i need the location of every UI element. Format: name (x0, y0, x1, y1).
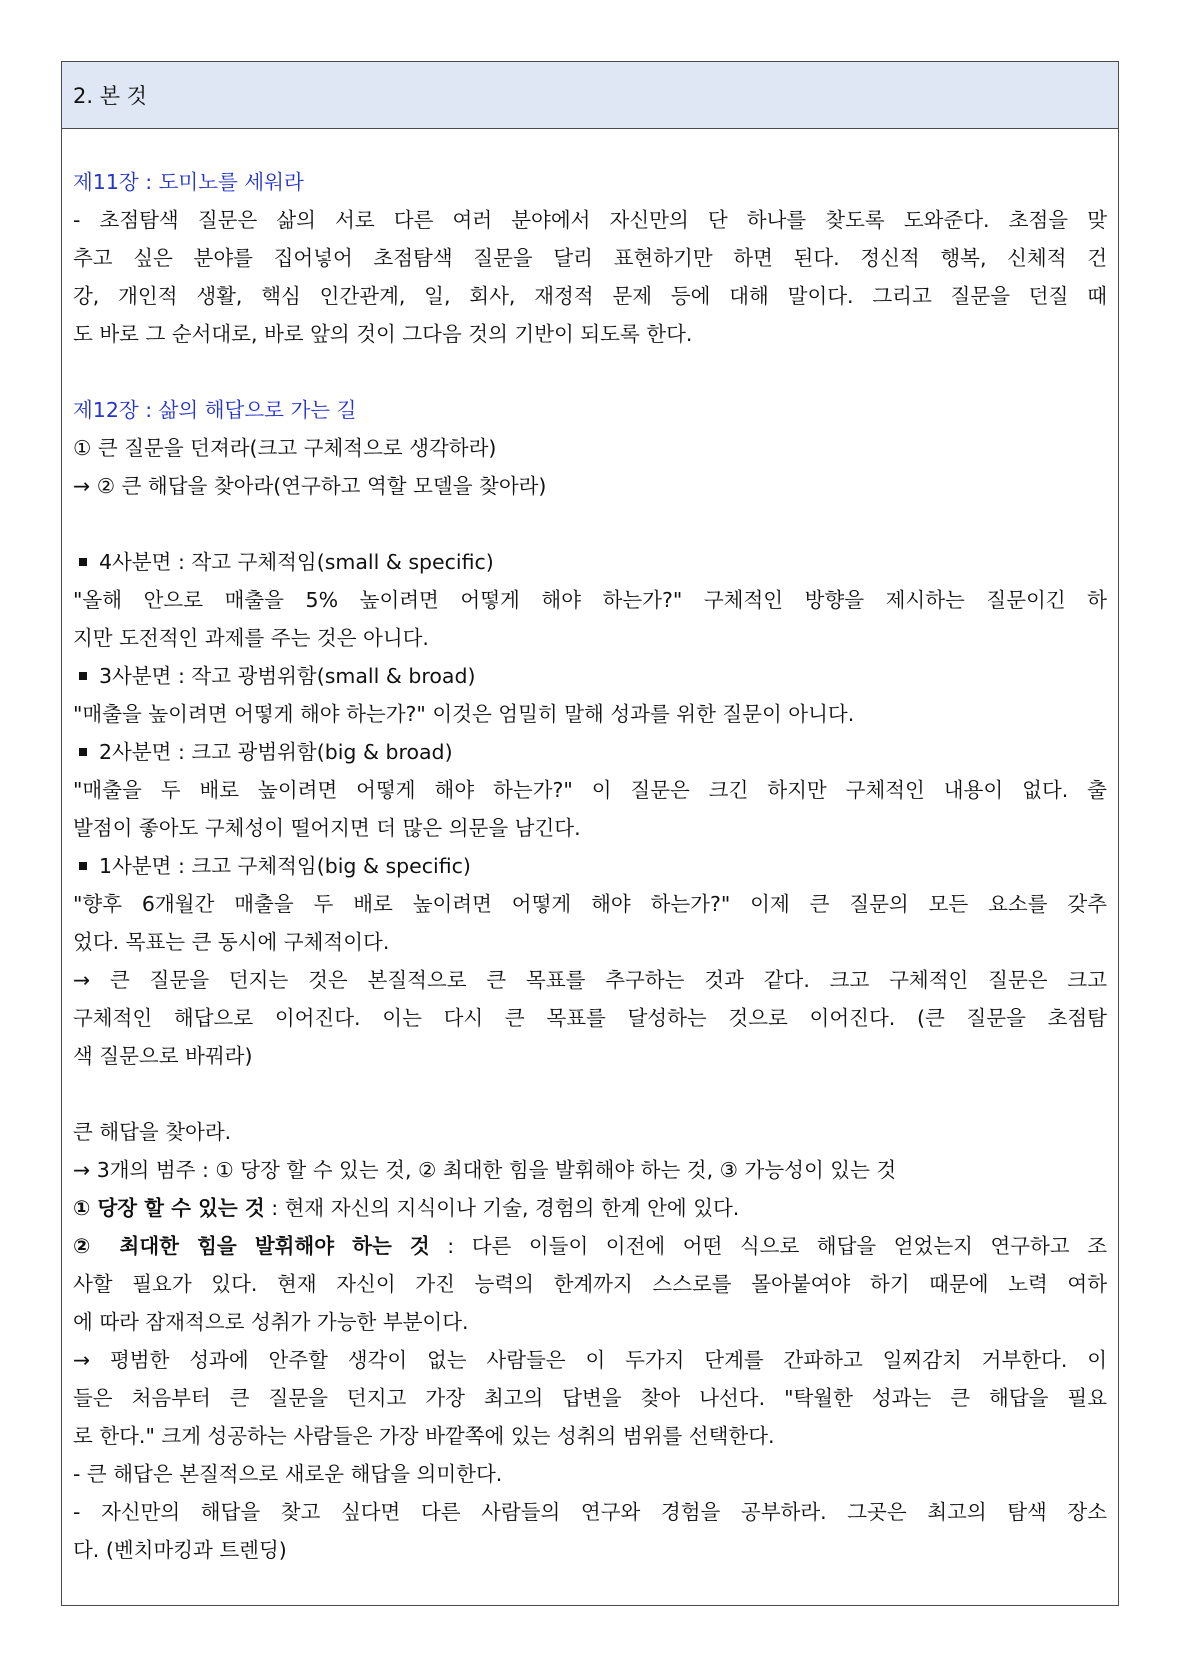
quadrant-line: "매출을 두 배로 높이려면 어떻게 해야 하는가?" 이 질문은 크긴 하지만 구체적인 내용이 없다. 출 (73, 778, 1107, 802)
ch11-line: 강, 개인적 생활, 핵심 인간관계, 일, 회사, 재정적 문제 등에 대해 말이다. 그리고 질문을 던질 때 (73, 284, 1107, 308)
closing-line: → 평범한 성과에 안주할 생각이 없는 사람들은 이 두가지 단계를 간파하고 일찌감치 거부한다. 이 (73, 1348, 1107, 1372)
answer-item-2: ② 최대한 힘을 발휘해야 하는 것 : 다른 이들이 이전에 어떤 식으로 해답을 얻었는지 연구하고 조 (73, 1234, 1107, 1258)
quadrant-line: "올해 안으로 매출을 5% 높이려면 어떻게 해야 하는가?" 구체적인 방향을 제시하는 질문이긴 하 (73, 588, 1107, 612)
quadrant-2-label: 2사분면 : 크고 광범위함(big & broad) (73, 733, 1107, 771)
quadrant-line: 었다. 목표는 큰 동시에 구체적이다. (73, 930, 390, 954)
bullet-square-icon (79, 862, 87, 870)
answer-title: 큰 해답을 찾아라. (73, 1120, 232, 1144)
closing-line: 다. (벤치마킹과 트렌딩) (73, 1538, 287, 1562)
answer-categories: → 3개의 범주 : ① 당장 할 수 있는 것, ② 최대한 힘을 발휘해야 하는 것, ③ 가능성이 있는 것 (73, 1158, 897, 1182)
bullet-square-icon (79, 558, 87, 566)
answer-item-1: ① 당장 할 수 있는 것 : 현재 자신의 지식이나 기술, 경험의 한계 안에 있다. (73, 1196, 740, 1220)
quadrant-line: "매출을 높이려면 어떻게 해야 하는가?" 이것은 엄밀히 말해 성과를 위한 질문이 아니다. (73, 702, 855, 726)
ch11-line: 추고 싶은 분야를 집어넣어 초점탐색 질문을 달리 표현하기만 하면 된다. 정신적 행복, 신체적 건 (73, 246, 1107, 270)
answer-item-2-line: 사할 필요가 있다. 현재 자신이 가진 능력의 한계까지 스스로를 몰아붙여야 하기 때문에 노력 여하 (73, 1272, 1107, 1296)
quadrant-line: 발점이 좋아도 구체성이 떨어지면 더 많은 의문을 남긴다. (73, 816, 581, 840)
section-body (62, 129, 1118, 1569)
bullet-square-icon (79, 748, 87, 756)
summary-line: 구체적인 해답으로 이어진다. 이는 다시 큰 목표를 달성하는 것으로 이어진다. (큰 질문을 초점탐 (73, 1006, 1107, 1030)
chapter-12-title: 제12장 : 삶의 해답으로 가는 길 (73, 398, 357, 422)
quadrant-line: "향후 6개월간 매출을 두 배로 높이려면 어떻게 해야 하는가?" 이제 큰 질문의 모든 요소를 갖추 (73, 892, 1107, 916)
answer-item-2-line: 에 따라 잠재적으로 성취가 가능한 부분이다. (73, 1310, 469, 1334)
closing-line: - 큰 해답은 본질적으로 새로운 해답을 의미한다. (73, 1462, 503, 1486)
summary-line: 색 질문으로 바꿔라) (73, 1044, 253, 1068)
chapter-11-title: 제11장 : 도미노를 세워라 (73, 170, 304, 194)
quadrant-3-label: 3사분면 : 작고 광범위함(small & broad) (73, 657, 1107, 695)
ch12-step: ① 큰 질문을 던져라(크고 구체적으로 생각하라) (73, 436, 497, 460)
summary-line: → 큰 질문을 던지는 것은 본질적으로 큰 목표를 추구하는 것과 같다. 크고 구체적인 질문은 크고 (73, 968, 1107, 992)
quadrant-4-label: 4사분면 : 작고 구체적임(small & specific) (73, 543, 1107, 581)
ch12-step: → ② 큰 해답을 찾아라(연구하고 역할 모델을 찾아라) (73, 474, 547, 498)
closing-line: 로 한다." 크게 성공하는 사람들은 가장 바깥쪽에 있는 성취의 범위를 선택한다. (73, 1424, 775, 1448)
closing-line: 들은 처음부터 큰 질문을 던지고 가장 최고의 답변을 찾아 나선다. "탁월한 성과는 큰 해답을 필요 (73, 1386, 1107, 1410)
section-header (62, 62, 1118, 129)
ch11-line: - 초점탐색 질문은 삶의 서로 다른 여러 분야에서 자신만의 단 하나를 찾도록 도와준다. 초점을 맞 (73, 208, 1107, 232)
content-box (61, 61, 1119, 1606)
bullet-square-icon (79, 672, 87, 680)
ch11-line: 도 바로 그 순서대로, 바로 앞의 것이 그다음 것의 기반이 되도록 한다. (73, 322, 693, 346)
quadrant-1-label: 1사분면 : 크고 구체적임(big & specific) (73, 847, 1107, 885)
quadrant-line: 지만 도전적인 과제를 주는 것은 아니다. (73, 626, 429, 650)
section-title: 2. 본 것 (73, 84, 147, 108)
closing-line: - 자신만의 해답을 찾고 싶다면 다른 사람들의 연구와 경험을 공부하라. 그곳은 최고의 탐색 장소 (73, 1500, 1107, 1524)
